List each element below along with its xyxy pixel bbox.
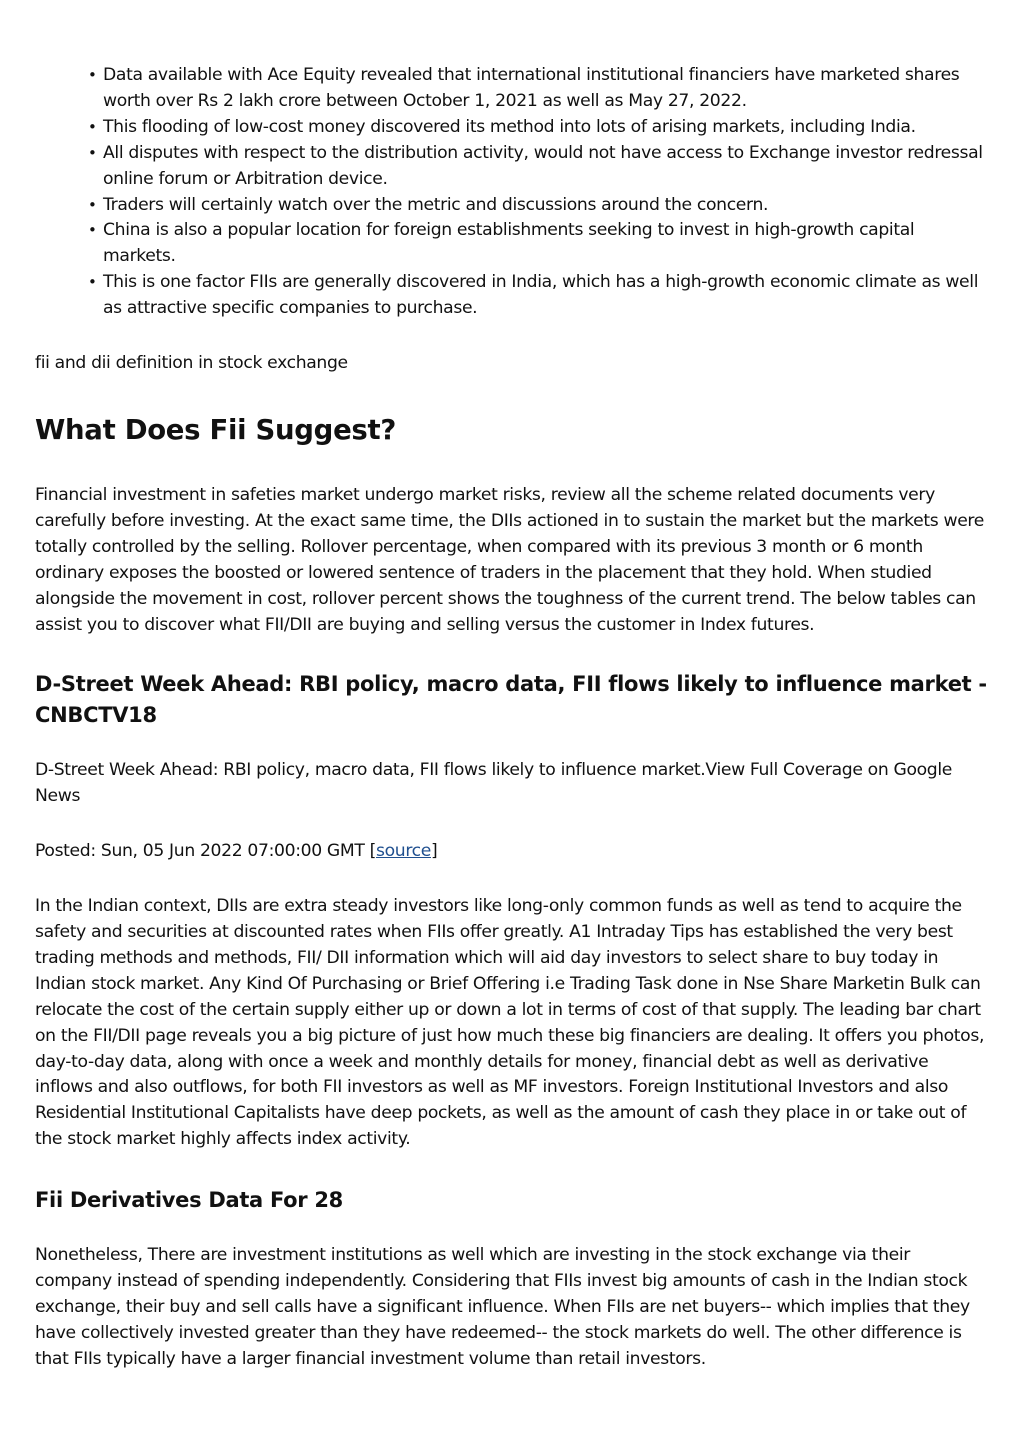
posted-bracket: ] [431,841,438,862]
section-title: What Does Fii Suggest? [35,413,396,446]
bullet-item: • Traders will certainly watch over the metric and discussions around the concern. [103,193,988,219]
posted-date: Posted: Sun, 05 Jun 2022 07:00:00 GMT [ [35,841,377,862]
bullet-item: • All disputes with respect to the distribution activity, would not have access to Exchange investor redressal online forum or Arbitration device. [103,141,988,193]
subsection-title: Fii Derivatives Data For 28 [35,1188,343,1213]
paragraph-indian-context: In the Indian context, DIIs are extra steady investors like long-only common funds as well as tend to acquire the safety and securities at discounted rates when FIIs offer greatly. A1 Intraday Tips has established the very best trading methods and methods, FII/ DII information which will aid day investors to select share to buy today in Indian stock market. Any Kind Of Purchasing or Brief Offering i.e Trading Task done in Nse Share Marketin Bulk can relocate the cost of the certain supply either up or down a lot in terms of cost of that supply. The leading bar chart on the FII/DII page reveals you a big picture of just how much these big financiers are dealing. It offers you photos, day-to-day data, along with once a week and monthly details for money, financial debt as well as derivative inflows and also outflows, for both FII investors as well as MF investors. Foreign Institutional Investors and also Residential Institutional Capitalists have deep pockets, as well as the amount of cash they place in or take out of the stock market highly affects index activity. [35,896,985,1150]
news-headline: D-Street Week Ahead: RBI policy, macro data, FII flows likely to influence market - CNBCTV18 [35,672,987,728]
posted-line [35,839,988,865]
source-link[interactable]: source [376,841,431,862]
keyword-line: fii and dii definition in stock exchange [35,353,348,374]
paragraph-investment-institutions: Nonetheless, There are investment institutions as well which are investing in the stock exchange via their company instead of spending independently. Considering that FIIs invest big amounts of cash in the Indian stock exchange, their buy and sell calls have a significant influence. When FIIs are net buyers-- which implies that they have collectively invested greater than they have redeemed-- the stock markets do well. The other difference is that FIIs typically have a larger financial investment volume than retail investors. [35,1245,970,1369]
bullet-item: • China is also a popular location for foreign establishments seeking to invest in high-growth capital markets. [103,218,988,270]
bullet-item: • Data available with Ace Equity revealed that international institutional financiers have marketed shares worth over Rs 2 lakh crore between October 1, 2021 as well as May 27, 2022. [103,63,988,115]
bullet-list [35,0,988,322]
news-summary: D-Street Week Ahead: RBI policy, macro data, FII flows likely to influence market.View Full Coverage on Google News [35,760,953,807]
bullet-item: • This is one factor FIIs are generally discovered in India, which has a high-growth economic climate as well as attractive specific companies to purchase. [103,270,988,322]
paragraph-intro: Financial investment in safeties market undergo market risks, review all the scheme related documents very carefully before investing. At the exact same time, the DIIs actioned in to sustain the market but the markets were totally controlled by the selling. Rollover percentage, when compared with its previous 3 month or 6 month ordinary exposes the boosted or lowered sentence of traders in the placement that they hold. When studied alongside the movement in cost, rollover percent shows the toughness of the current trend. The below tables can assist you to discover what FII/DII are buying and selling versus the customer in Index futures. [35,484,984,635]
bullet-item: • This flooding of low-cost money discovered its method into lots of arising markets, including India. [103,115,988,141]
